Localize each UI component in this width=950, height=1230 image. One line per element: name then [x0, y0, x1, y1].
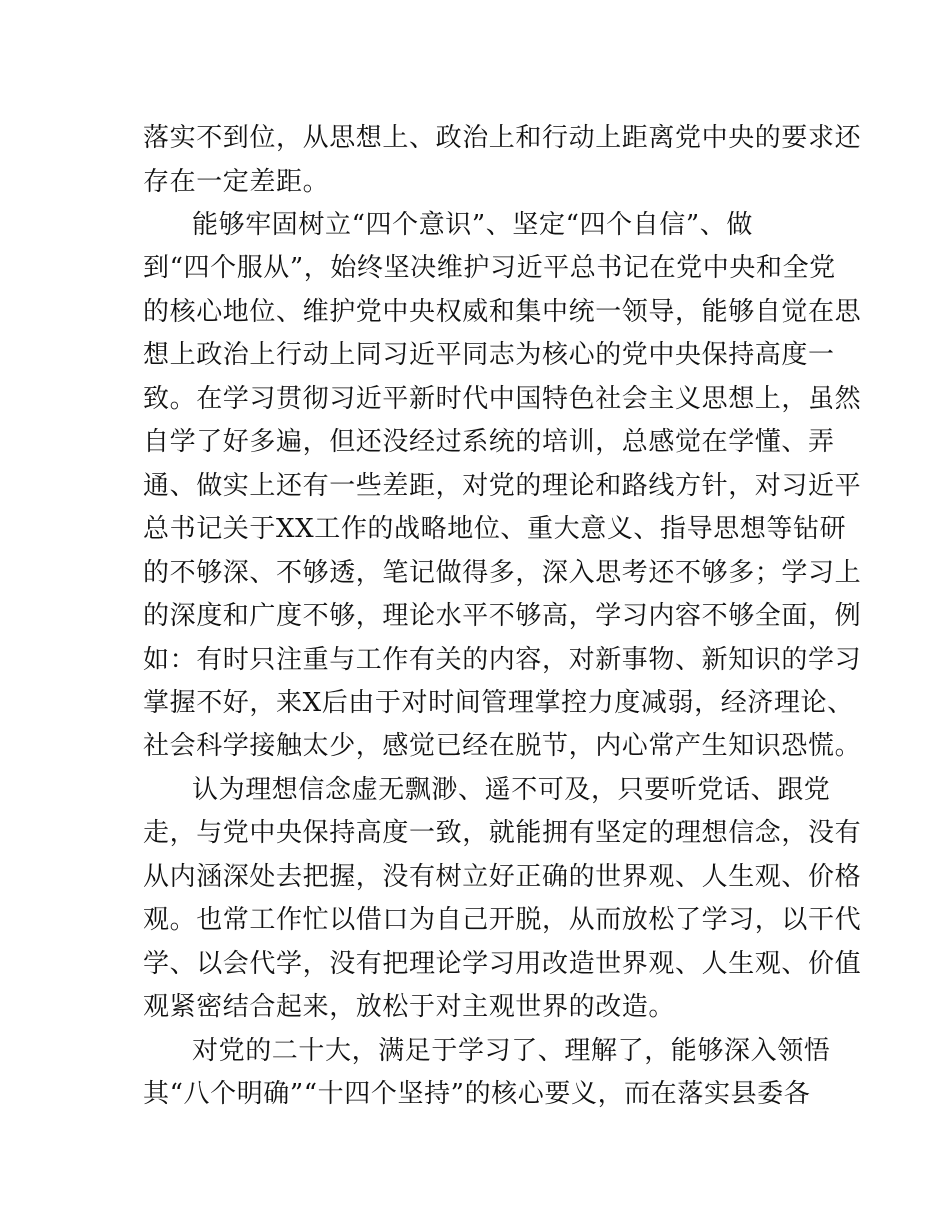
- paragraph-first-line: 对党的二十大，满足于学习了、理解了，能够深入领悟: [192, 1036, 831, 1066]
- text-line: 学、以会代学，没有把理论学习用改造世界观、人生观、价值: [143, 949, 862, 979]
- text-line: 观。也常工作忙以借口为自己开脱，从而放松了学习，以干代: [143, 905, 862, 935]
- text-line: 通、做实上还有一些差距，对党的理论和路线方针，对习近平: [143, 471, 862, 501]
- text-line: 存在一定差距。: [143, 167, 330, 197]
- text-line: 如：有时只注重与工作有关的内容，对新事物、新知识的学习: [143, 645, 862, 675]
- paragraph-first-line: 能够牢固树立“四个意识”、坚定“四个自信”、做: [192, 210, 753, 240]
- text-line: 落实不到位，从思想上、政治上和行动上距离党中央的要求还: [143, 123, 862, 153]
- text-line: 致。在学习贯彻习近平新时代中国特色社会主义思想上，虽然: [143, 384, 862, 414]
- text-line: 总书记关于XX工作的战略地位、重大意义、指导思想等钻研: [143, 514, 847, 544]
- text-line: 自学了好多遍，但还没经过系统的培训，总感觉在学懂、弄: [143, 427, 835, 457]
- text-line: 从内涵深处去把握，没有树立好正确的世界观、人生观、价格: [143, 862, 862, 892]
- text-line: 的不够深、不够透，笔记做得多，深入思考还不够多；学习上: [143, 558, 862, 588]
- text-line: 掌握不好，来X后由于对时间管理掌控力度减弱，经济理论、: [143, 688, 854, 718]
- text-line: 的深度和广度不够，理论水平不够高，学习内容不够全面，例: [143, 601, 862, 631]
- text-line: 想上政治上行动上同习近平同志为核心的党中央保持高度一: [143, 340, 835, 370]
- text-line: 走，与党中央保持高度一致，就能拥有坚定的理想信念，没有: [143, 818, 862, 848]
- text-line: 到“四个服从”，始终坚决维护习近平总书记在党中央和全党: [143, 253, 836, 283]
- text-line: 的核心地位、维护党中央权威和集中统一领导，能够自觉在思: [143, 297, 862, 327]
- paragraph-first-line: 认为理想信念虚无飘渺、遥不可及，只要听党话、跟党: [192, 775, 831, 805]
- text-line: 社会科学接触太少，感觉已经在脱节，内心常产生知识恐慌。: [143, 731, 862, 761]
- text-line: 其“八个明确”“十四个坚持”的核心要义，而在落实县委各: [143, 1079, 811, 1109]
- text-line: 观紧密结合起来，放松于对主观世界的改造。: [143, 992, 676, 1022]
